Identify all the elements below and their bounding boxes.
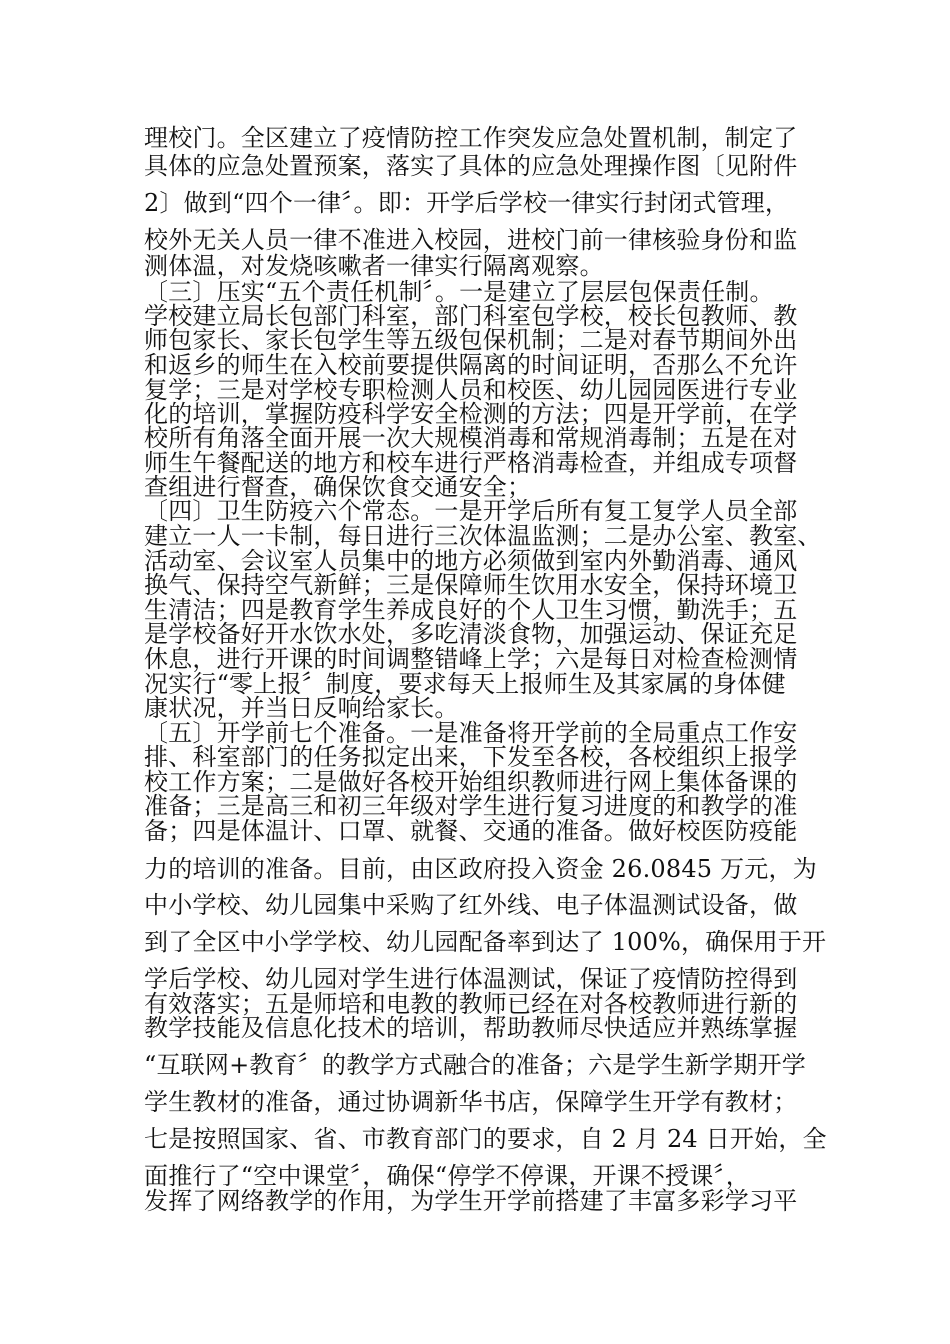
text-line: 校外无关人员一律不准进入校园，进校门前一律核验身份和监 <box>144 226 798 254</box>
text-line: 查组进行督查，确保饮食交通安全； <box>144 473 532 501</box>
text-line: 是学校备好开水饮水处，多吃清淡食物，加强运动、保证充足 <box>144 620 798 648</box>
text-line: 休息，进行开课的时间调整错峰上学；六是每日对检查检测情 <box>144 645 798 673</box>
text-line: 学生教材的准备，通过协调新华书店，保障学生开学有教材； <box>144 1088 798 1116</box>
text-line: 校所有角落全面开展一次大规模消毒和常规消毒制；五是在对 <box>144 424 798 452</box>
text-line: 排、科室部门的任务拟定出来，下发至各校，各校组织上报学 <box>144 743 798 771</box>
text-line: 师生午餐配送的地方和校车进行严格消毒检查，并组成专项督 <box>144 449 798 477</box>
text-line: 力的培训的准备。目前，由区政府投入资金 26.0845 万元，为 <box>144 855 817 883</box>
text-line: 教学技能及信息化技术的培训，帮助教师尽快适应并熟练掌握 <box>144 1014 798 1042</box>
text-line: 理校门。全区建立了疫情防控工作突发应急处置机制，制定了 <box>144 124 798 152</box>
text-line: 测体温，对发烧咳嗽者一律实行隔离观察。 <box>144 252 604 280</box>
text-line: 〔四〕卫生防疫六个常态。一是开学后所有复工复学人员全部 <box>144 497 798 525</box>
text-line: 康状况，并当日反响给家长。 <box>144 694 459 722</box>
text-line: 准备；三是高三和初三年级对学生进行复习进度的和教学的准 <box>144 792 798 820</box>
text-line: 建立一人一卡制，每日进行三次体温监测；二是办公室、教室、 <box>144 522 822 550</box>
text-line: 校工作方案；二是做好各校开始组织教师进行网上集体备课的 <box>144 768 798 796</box>
text-line: 发挥了网络教学的作用，为学生开学前搭建了丰富多彩学习平 <box>144 1187 798 1215</box>
text-line: 况实行“零上报〞制度，要求每天上报师生及其家属的身体健 <box>144 670 786 698</box>
text-line: 和返乡的师生在入校前要提供隔离的时间证明，否那么不允许 <box>144 351 798 379</box>
text-line: 中小学校、幼儿园集中采购了红外线、电子体温测试设备，做 <box>144 891 798 919</box>
text-line: 学后学校、幼儿园对学生进行体温测试，保证了疫情防控得到 <box>144 965 798 993</box>
text-line: 有效落实；五是师培和电教的教师已经在对各校教师进行新的 <box>144 990 798 1018</box>
text-line: 具体的应急处置预案，落实了具体的应急处理操作图〔见附件 <box>144 152 798 180</box>
text-line: 复学；三是对学校专职检测人员和校医、幼儿园园医进行专业 <box>144 376 798 404</box>
text-line: 师包家长、家长包学生等五级包保机制；二是对春节期间外出 <box>144 326 798 354</box>
text-line: 面推行了“空中课堂〞，确保“停学不停课，开课不授课〞， <box>144 1162 750 1190</box>
text-line: 活动室、会议室人员集中的地方必须做到室内外勤消毒、通风 <box>144 547 798 575</box>
text-line: 2〕做到“四个一律〞。即：开学后学校一律实行封闭式管理， <box>144 189 790 217</box>
text-line: 备；四是体温计、口罩、就餐、交通的准备。做好校医防疫能 <box>144 817 798 845</box>
text-line: 到了全区中小学学校、幼儿园配备率到达了 100%，确保用于开 <box>144 928 827 956</box>
text-line: 七是按照国家、省、市教育部门的要求，自 2 月 24 日开始，全 <box>144 1125 827 1153</box>
text-line: 换气、保持空气新鲜；三是保障师生饮用水安全，保持环境卫 <box>144 571 798 599</box>
text-line: 生清洁；四是教育学生养成良好的个人卫生习惯，勤洗手；五 <box>144 596 798 624</box>
text-line: 〔五〕开学前七个准备。一是准备将开学前的全局重点工作安 <box>144 719 798 747</box>
text-line: 〔三〕压实“五个责任机制〞。一是建立了层层包保责任制。 <box>144 278 774 306</box>
text-line: 化的培训，掌握防疫科学安全检测的方法；四是开学前，在学 <box>144 400 798 428</box>
text-line: “互联网+教育〞的教学方式融合的准备；六是学生新学期开学 <box>144 1051 806 1079</box>
text-line: 学校建立局长包部门科室，部门科室包学校，校长包教师、教 <box>144 302 798 330</box>
